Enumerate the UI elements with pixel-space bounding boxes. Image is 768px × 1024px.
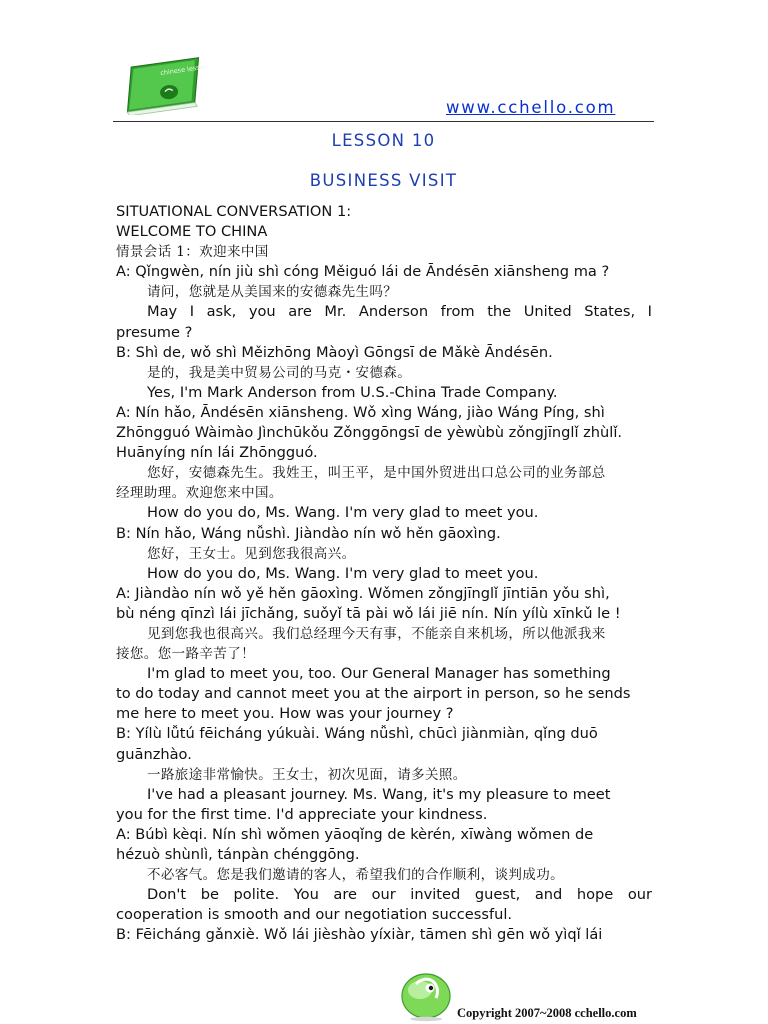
chinese-line: 您好，王女士。见到您我很高兴。 (147, 545, 356, 562)
english-line: Yes, I'm Mark Anderson from U.S.-China Trade Company. (147, 383, 558, 401)
pinyin-line: A: Nín hǎo, Āndésēn xiānsheng. Wǒ xìng Wáng, jiào Wáng Píng, shì (116, 403, 605, 421)
chinese-line: 经理助理。欢迎您来中国。 (116, 485, 283, 502)
pinyin-line: B: Fēicháng gǎnxiè. Wǒ lái jièshào yíxiàr, tāmen shì gēn wǒ yìqǐ lái (116, 926, 603, 944)
english-line: I'm glad to meet you, too. Our General Manager has something (147, 665, 611, 683)
chinese-lesson-book-logo (112, 55, 212, 115)
lesson-title: LESSON 10 (331, 131, 436, 150)
lesson-body (116, 202, 652, 945)
english-line: me here to meet you. How was your journey ? (116, 705, 454, 723)
lesson-subtitle: BUSINESS VISIT (309, 171, 458, 190)
logo-text: chinese lesson (159, 62, 209, 78)
english-line: Don't be polite. You are our invited guest, and hope our (147, 886, 652, 904)
section-heading: SITUATIONAL CONVERSATION 1: (116, 203, 352, 220)
english-line: presume ? (116, 323, 193, 341)
pinyin-line: B: Shì de, wǒ shì Měizhōng Màoyì Gōngsī de Mǎkè Āndésēn. (116, 343, 553, 361)
pinyin-line: A: Qǐngwèn, nín jiù shì cóng Měiguó lái de Āndésēn xiānsheng ma ? (116, 263, 610, 281)
english-line: cooperation is smooth and our negotiation successful. (116, 906, 513, 924)
section-heading: WELCOME TO CHINA (116, 223, 268, 241)
pinyin-line: A: Jiàndào nín wǒ yě hěn gāoxìng. Wǒmen zǒngjīnglǐ jīntiān yǒu shì, (116, 584, 610, 602)
pinyin-line: B: Yílù lǚtú fēicháng yúkuài. Wáng nǚshì, chūcì jiànmiàn, qǐng duō (116, 725, 598, 743)
section-heading-chinese: 情景会话 1：欢迎来中国 (116, 244, 269, 261)
header-divider (113, 121, 654, 122)
chinese-line: 见到您我也很高兴。我们总经理今天有事，不能亲自来机场，所以他派我来 (147, 625, 606, 642)
english-line: I've had a pleasant journey. Ms. Wang, it's my pleasure to meet (147, 785, 611, 803)
pinyin-line: Zhōngguó Wàimào Jìnchūkǒu Zǒnggōngsī de yèwùbù zǒngjīnglǐ zhùlǐ. (116, 424, 623, 442)
english-line: May I ask, you are Mr. Anderson from the United States, I (147, 303, 652, 321)
chinese-line: 一路旅途非常愉快。王女士，初次见面，请多关照。 (147, 766, 467, 783)
copyright-notice: Copyright 2007~2008 cchello.com (457, 1006, 637, 1020)
cchello-mascot-logo (396, 966, 454, 1022)
english-line: How do you do, Ms. Wang. I'm very glad to meet you. (147, 564, 539, 582)
pinyin-line: B: Nín hǎo, Wáng nǚshì. Jiàndào nín wǒ hěn gāoxìng. (116, 524, 501, 542)
chinese-line: 接您。您一路辛苦了！ (116, 646, 255, 663)
chinese-line: 不必客气。您是我们邀请的客人，希望我们的合作顺利，谈判成功。 (147, 867, 564, 884)
pinyin-line: A: Búbì kèqi. Nín shì wǒmen yāoqǐng de kèrén, xīwàng wǒmen de (116, 825, 594, 843)
chinese-line: 是的，我是美中贸易公司的马克・安德森。 (147, 364, 412, 381)
pinyin-line: Huānyíng nín lái Zhōngguó. (116, 444, 318, 462)
pinyin-line: guānzhào. (116, 745, 192, 763)
pinyin-line: hézuò shùnlì, tánpàn chénggōng. (116, 846, 360, 863)
english-line: you for the first time. I'd appreciate your kindness. (116, 805, 488, 823)
english-line: to do today and cannot meet you at the airport in person, so he sends (116, 685, 631, 703)
site-url-link[interactable]: www.cchello.com (446, 98, 616, 117)
english-line: How do you do, Ms. Wang. I'm very glad to meet you. (147, 504, 539, 522)
pinyin-line: bù néng qīnzì lái jīchǎng, suǒyǐ tā pài wǒ lái jiē nín. Nín yílù xīnkǔ le ! (116, 604, 621, 622)
chinese-line: 请问，您就是从美国来的安德森先生吗？ (147, 284, 398, 301)
chinese-line: 您好，安德森先生。我姓王，叫王平，是中国外贸进出口总公司的业务部总 (147, 465, 606, 482)
